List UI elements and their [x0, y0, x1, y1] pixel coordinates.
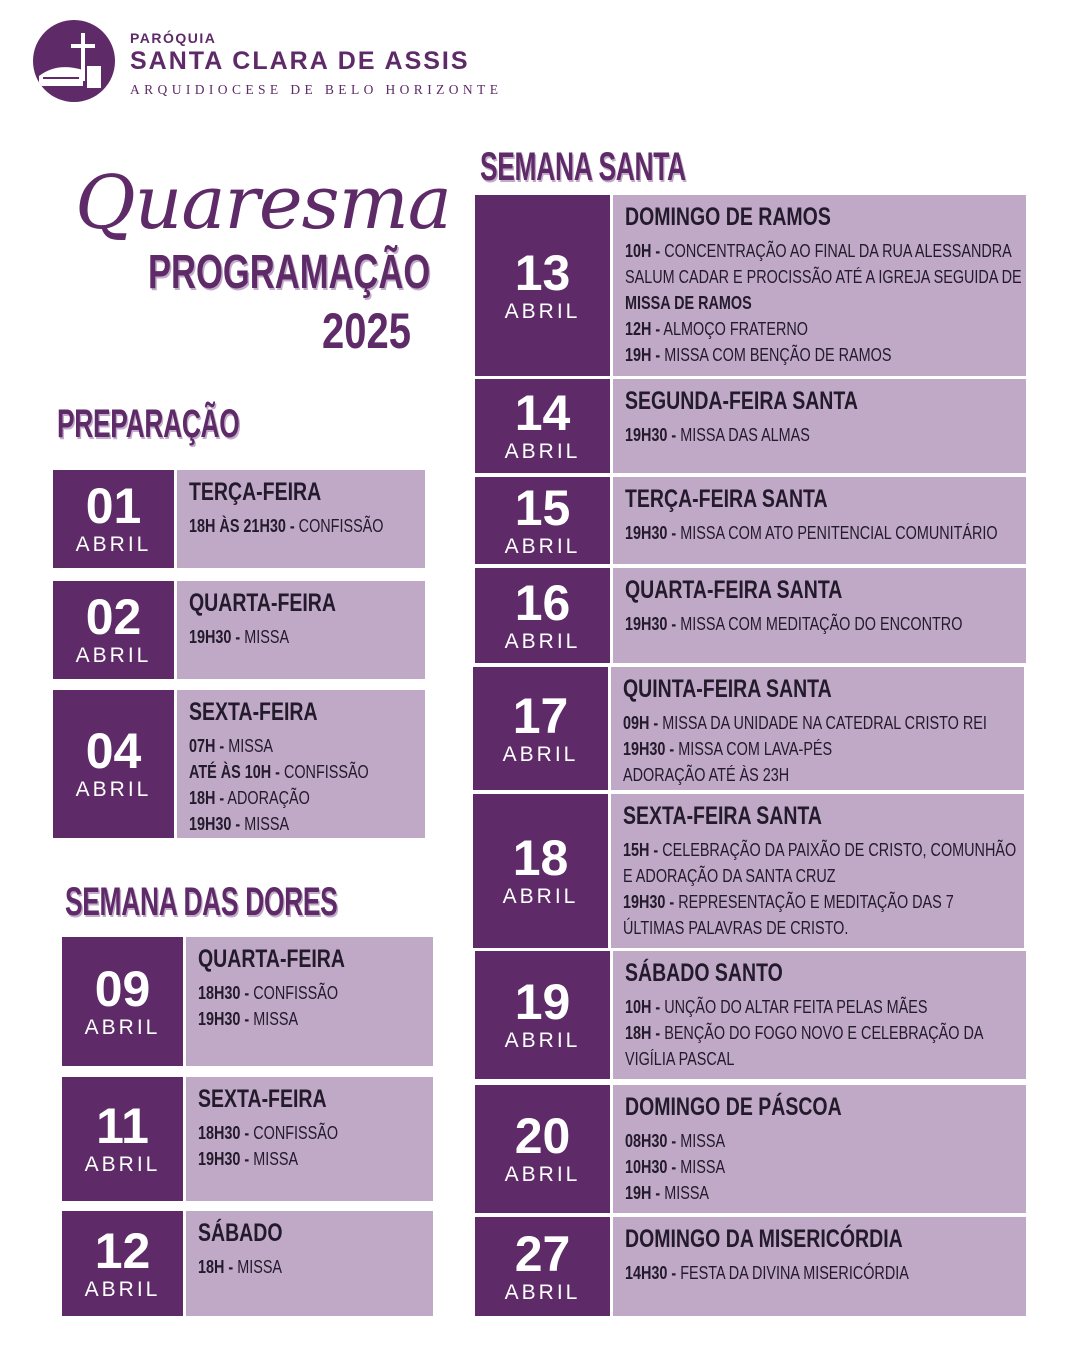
- section-heading-santa: SEMANA SANTA: [480, 145, 686, 189]
- event-activity: ALMOÇO FRATERNO: [660, 319, 808, 339]
- event-details: [613, 568, 1026, 663]
- event-line: [189, 624, 370, 650]
- event-line: [625, 1046, 938, 1072]
- event-details: [611, 794, 1024, 948]
- event-date: [475, 195, 610, 376]
- event-day: 14: [514, 385, 571, 442]
- event-day: 11: [96, 1098, 149, 1155]
- event-date: [475, 477, 610, 564]
- event-activity: MISSA: [676, 1131, 726, 1151]
- parish-logo: [33, 20, 115, 102]
- event-activity: MISSA DA UNIDADE NA CATEDRAL CRISTO REI: [658, 713, 987, 733]
- event-month: ABRIL: [504, 534, 581, 558]
- event-details: [177, 690, 425, 838]
- event-day: 15: [514, 479, 571, 536]
- event-card: [475, 195, 1026, 376]
- event-line: [189, 513, 384, 539]
- event-time: 18H ÀS 21H30 -: [189, 516, 295, 536]
- event-month: ABRIL: [84, 1277, 161, 1301]
- event-time: 19H -: [625, 1183, 661, 1203]
- event-line: [625, 342, 938, 368]
- event-line: [625, 1260, 938, 1286]
- event-time: 14H30 -: [625, 1263, 677, 1283]
- event-time: 19H -: [625, 345, 661, 365]
- event-card: [53, 470, 425, 568]
- event-activity: BENÇÃO DO FOGO NOVO E CELEBRAÇÃO DA: [660, 1023, 984, 1043]
- event-time: 19H30 -: [623, 892, 675, 912]
- event-line: [198, 1254, 378, 1280]
- event-time: 08H30 -: [625, 1131, 677, 1151]
- event-day: 27: [514, 1225, 571, 1282]
- event-details: [613, 477, 1026, 564]
- event-activity: MISSA COM ATO PENITENCIAL COMUNITÁRIO: [676, 523, 998, 543]
- event-time: 10H -: [625, 241, 661, 261]
- event-time: 18H -: [189, 788, 225, 808]
- event-activity: MISSA: [249, 1009, 299, 1029]
- event-time: 19H30 -: [198, 1009, 250, 1029]
- event-line: [625, 316, 938, 342]
- event-time: 10H -: [625, 997, 661, 1017]
- event-activity: ADORAÇÃO ATÉ ÀS 23H: [623, 765, 790, 785]
- event-activity: CONFISSÃO: [249, 983, 339, 1003]
- event-line: [198, 1006, 378, 1032]
- event-title: TERÇA-FEIRA: [189, 478, 322, 506]
- event-details: [177, 470, 425, 568]
- event-line: [189, 785, 370, 811]
- event-title: SÁBADO: [198, 1219, 283, 1247]
- event-activity: REPRESENTAÇÃO E MEDITAÇÃO DAS 7: [674, 892, 954, 912]
- event-time: 19H30 -: [625, 614, 677, 634]
- event-month: ABRIL: [504, 299, 581, 323]
- event-card: [475, 1217, 1026, 1316]
- event-title: QUINTA-FEIRA SANTA: [623, 675, 832, 703]
- event-activity: MISSA COM MEDITAÇÃO DO ENCONTRO: [676, 614, 963, 634]
- event-line: [623, 863, 936, 889]
- event-month: ABRIL: [84, 1015, 161, 1039]
- event-activity: CELEBRAÇÃO DA PAIXÃO DE CRISTO, COMUNHÃO: [658, 840, 1017, 860]
- event-activity: MISSA: [249, 1149, 299, 1169]
- event-line: [189, 811, 370, 837]
- event-line: [625, 1154, 938, 1180]
- event-month: ABRIL: [75, 644, 152, 668]
- event-activity: MISSA: [233, 1257, 283, 1277]
- event-card: [53, 581, 425, 679]
- event-card: [62, 937, 433, 1066]
- event-activity: CONFISSÃO: [294, 516, 384, 536]
- event-line: [189, 759, 370, 785]
- section-heading-preparacao: PREPARAÇÃO: [57, 402, 240, 446]
- event-activity: VIGÍLIA PASCAL: [625, 1049, 735, 1069]
- event-month: ABRIL: [75, 778, 152, 802]
- header-paroquia: PARÓQUIA: [130, 30, 217, 46]
- event-day: 09: [94, 960, 151, 1017]
- event-activity: CONFISSÃO: [249, 1123, 339, 1143]
- event-day: 19: [514, 974, 571, 1031]
- event-activity: MISSA: [240, 814, 290, 834]
- event-day: 02: [85, 589, 142, 646]
- event-activity: SALUM CADAR E PROCISSÃO ATÉ A IGREJA SEGUIDA DE: [625, 267, 1022, 287]
- event-activity: MISSA: [660, 1183, 710, 1203]
- event-title: QUARTA-FEIRA: [189, 589, 336, 617]
- event-time: 19H30 -: [189, 627, 241, 647]
- event-date: [473, 667, 608, 790]
- event-details: [613, 1085, 1026, 1213]
- event-time: 18H -: [198, 1257, 234, 1277]
- event-title: DOMINGO DE PÁSCOA: [625, 1093, 842, 1121]
- event-time: 19H30 -: [625, 523, 677, 543]
- event-date: [475, 379, 610, 473]
- event-activity: MISSA: [224, 736, 274, 756]
- event-line: [625, 238, 1012, 264]
- event-time: 09H -: [623, 713, 659, 733]
- event-details: [613, 195, 1026, 376]
- event-line: [625, 264, 1022, 290]
- title-year: 2025: [322, 303, 411, 359]
- event-time: 18H30 -: [198, 1123, 250, 1143]
- event-details: [186, 1077, 433, 1201]
- event-title: QUARTA-FEIRA: [198, 945, 345, 973]
- event-line: [623, 837, 1017, 863]
- event-title: QUARTA-FEIRA SANTA: [625, 576, 843, 604]
- event-line: [198, 1120, 378, 1146]
- event-date: [475, 951, 610, 1079]
- event-card: [475, 1085, 1026, 1213]
- event-details: [613, 951, 1026, 1079]
- event-time: 18H30 -: [198, 983, 250, 1003]
- event-day: 18: [512, 830, 569, 887]
- event-date: [62, 1211, 183, 1316]
- event-details: [611, 667, 1024, 790]
- event-line: [623, 915, 936, 941]
- event-line: [625, 422, 938, 448]
- event-activity: E ADORAÇÃO DA SANTA CRUZ: [623, 866, 836, 886]
- event-month: ABRIL: [502, 885, 579, 909]
- event-date: [473, 794, 608, 948]
- event-date: [62, 937, 183, 1066]
- event-day: 12: [94, 1222, 151, 1279]
- event-time: 19H30 -: [198, 1149, 250, 1169]
- event-line: [625, 1020, 984, 1046]
- event-title: SEXTA-FEIRA: [198, 1085, 327, 1113]
- event-time: 19H30 -: [189, 814, 241, 834]
- event-line: [625, 1180, 938, 1206]
- event-month: ABRIL: [75, 533, 152, 557]
- event-date: [53, 690, 174, 838]
- event-time: 15H -: [623, 840, 659, 860]
- header-arquidiocese: ARQUIDIOCESE DE BELO HORIZONTE: [130, 82, 503, 97]
- event-line: [625, 994, 938, 1020]
- header-parish-name: SANTA CLARA DE ASSIS: [130, 47, 470, 75]
- event-line: [198, 980, 378, 1006]
- event-line: [625, 290, 938, 316]
- event-time: 18H -: [625, 1023, 661, 1043]
- event-month: ABRIL: [84, 1153, 161, 1177]
- event-month: ABRIL: [504, 1029, 581, 1053]
- event-card: [475, 568, 1026, 663]
- event-title: SEGUNDA-FEIRA SANTA: [625, 387, 858, 415]
- event-day: 20: [514, 1108, 571, 1165]
- event-activity: UNÇÃO DO ALTAR FEITA PELAS MÃES: [660, 997, 928, 1017]
- event-date: [53, 470, 174, 568]
- event-date: [62, 1077, 183, 1201]
- event-day: 17: [512, 687, 569, 744]
- event-line: [198, 1146, 378, 1172]
- church-cross-icon: [33, 20, 115, 102]
- event-time: 07H -: [189, 736, 225, 756]
- event-card: [62, 1211, 433, 1316]
- event-activity: MISSA: [676, 1157, 726, 1177]
- event-line: [625, 1128, 938, 1154]
- event-day: 04: [85, 723, 142, 780]
- event-month: ABRIL: [504, 440, 581, 464]
- event-details: [177, 581, 425, 679]
- section-heading-dores: SEMANA DAS DORES: [65, 880, 338, 924]
- event-card: [473, 667, 1024, 790]
- event-date: [53, 581, 174, 679]
- event-card: [473, 794, 1024, 948]
- event-time: 12H -: [625, 319, 661, 339]
- event-day: 13: [514, 244, 571, 301]
- event-details: [186, 937, 433, 1066]
- event-title: SEXTA-FEIRA SANTA: [623, 802, 822, 830]
- event-card: [53, 690, 425, 838]
- event-activity: CONFISSÃO: [279, 762, 369, 782]
- event-card: [475, 951, 1026, 1079]
- event-line: [623, 889, 954, 915]
- event-details: [186, 1211, 433, 1316]
- event-title: DOMINGO DA MISERICÓRDIA: [625, 1225, 903, 1253]
- event-card: [475, 477, 1026, 564]
- event-activity: MISSA DAS ALMAS: [676, 425, 810, 445]
- event-activity: MISSA: [240, 627, 290, 647]
- event-time: 10H30 -: [625, 1157, 677, 1177]
- event-line: [623, 710, 987, 736]
- event-time: 19H30 -: [623, 739, 675, 759]
- event-details: [613, 379, 1026, 473]
- event-date: [475, 568, 610, 663]
- title-programacao: PROGRAMAÇÃO: [148, 246, 431, 299]
- event-time: ATÉ ÀS 10H -: [189, 762, 280, 782]
- event-line: [625, 611, 963, 637]
- event-date: [475, 1085, 610, 1213]
- title-quaresma: Quaresma: [75, 160, 451, 246]
- event-line: [623, 762, 936, 788]
- event-title: SEXTA-FEIRA: [189, 698, 318, 726]
- event-month: ABRIL: [504, 1163, 581, 1187]
- event-line: [623, 736, 936, 762]
- event-time: MISSA DE RAMOS: [625, 293, 752, 313]
- event-day: 16: [514, 574, 571, 631]
- event-title: TERÇA-FEIRA SANTA: [625, 485, 828, 513]
- event-line: [625, 520, 998, 546]
- event-title: SÁBADO SANTO: [625, 959, 783, 987]
- event-time: 19H30 -: [625, 425, 677, 445]
- event-month: ABRIL: [504, 1280, 581, 1304]
- event-title: DOMINGO DE RAMOS: [625, 203, 831, 231]
- event-activity: ÚLTIMAS PALAVRAS DE CRISTO.: [623, 918, 849, 938]
- event-activity: ADORAÇÃO: [224, 788, 310, 808]
- event-month: ABRIL: [504, 629, 581, 653]
- event-details: [613, 1217, 1026, 1316]
- event-activity: CONCENTRAÇÃO AO FINAL DA RUA ALESSANDRA: [660, 241, 1012, 261]
- event-month: ABRIL: [502, 742, 579, 766]
- event-line: [189, 733, 370, 759]
- event-card: [62, 1077, 433, 1201]
- event-card: [475, 379, 1026, 473]
- event-activity: MISSA COM BENÇÃO DE RAMOS: [660, 345, 892, 365]
- event-activity: FESTA DA DIVINA MISERICÓRDIA: [676, 1263, 909, 1283]
- event-date: [475, 1217, 610, 1316]
- event-activity: MISSA COM LAVA-PÉS: [674, 739, 833, 759]
- event-day: 01: [85, 478, 142, 535]
